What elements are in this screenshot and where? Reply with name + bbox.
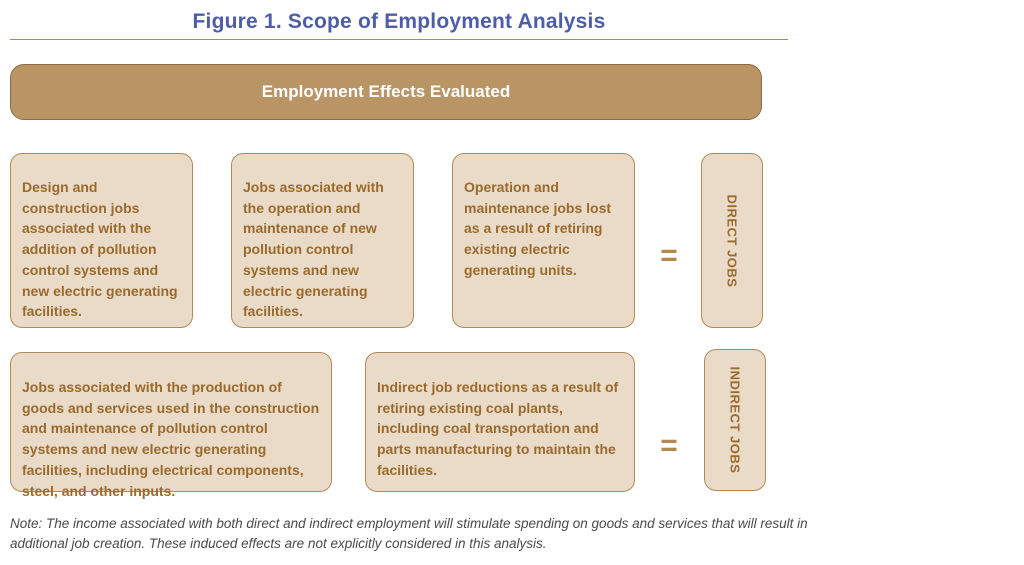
indirect-jobs-label-box	[704, 349, 766, 491]
indirect-equals-sign: =	[660, 429, 678, 462]
footnote: Note: The income associated with both direct and indirect employment will stimulate spending on goods and services that will result in additional job creation. These induced effects are not explicitly considered in this analysis.	[10, 516, 808, 551]
direct-jobs-label-box	[701, 153, 763, 328]
direct-jobs-label: DIRECT JOBS	[724, 194, 740, 287]
direct-box-jobs-lost: Operation and maintenance jobs lost as a result of retiring existing electric generating units.	[452, 153, 635, 328]
indirect-jobs-label: INDIRECT JOBS	[727, 366, 743, 474]
figure-title: Figure 1. Scope of Employment Analysis	[192, 10, 606, 33]
title-divider	[10, 39, 788, 40]
direct-equals-sign: =	[660, 239, 678, 272]
employment-effects-header	[10, 64, 762, 120]
indirect-box-production-jobs: Jobs associated with the production of goods and services used in the construction and maintenance of pollution control systems and new electric generating facilities, including electrical components, steel, and other inputs.	[10, 352, 332, 492]
direct-box-operation-new-jobs: Jobs associated with the operation and maintenance of new pollution control systems and new electric generating facilities.	[231, 153, 414, 328]
direct-box-construction-jobs: Design and construction jobs associated with the addition of pollution control systems and new electric generating facilities.	[10, 153, 193, 328]
indirect-box-job-reductions: Indirect job reductions as a result of retiring existing coal plants, including coal transportation and parts manufacturing to maintain the facilities.	[365, 352, 635, 492]
header-label: Employment Effects Evaluated	[261, 82, 511, 101]
